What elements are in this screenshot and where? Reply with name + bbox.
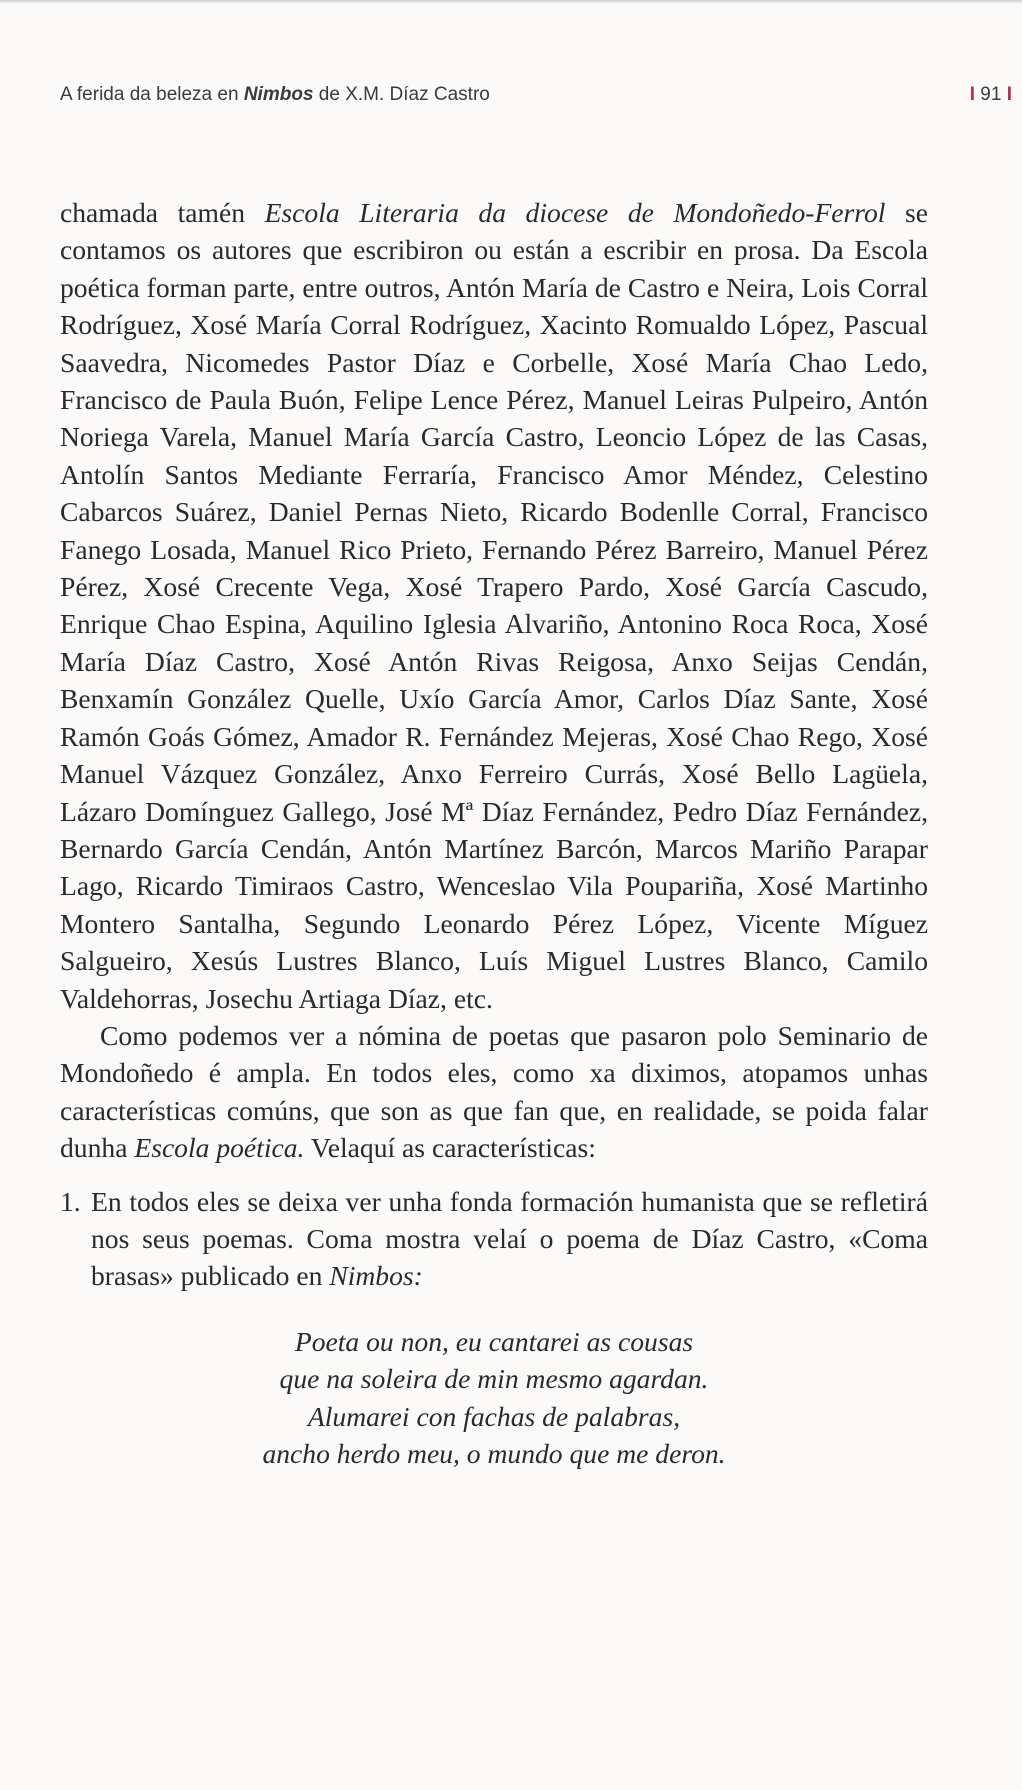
p1-start: chamada tamén [60,197,265,228]
paragraph-characteristics [60,1017,928,1167]
page-bar-left: I [969,84,976,105]
poem-line: Alumarei con fachas de palabras, [307,1400,681,1432]
p2-start: Como podemos ver a nómina de poetas que pasaron polo Seminario de Mondoñedo é ampla. En todos eles, como xa diximos, atopamos unhas características comúns, que son as que fan que, en realidade, se poida falar dunha [60,1019,928,1164]
page-bar-right: I [1006,84,1012,105]
body-text [60,194,928,1472]
running-title-post: de X.M. Díaz Castro [313,84,490,105]
running-header [60,84,1012,114]
p2-em: Escola poética. [134,1132,305,1164]
page-number-value: 91 [980,84,1002,105]
running-title-pre: A ferida da beleza en [60,84,244,105]
paragraph-poets-list [60,194,928,1017]
running-title-book: Nimbos [243,84,314,105]
poem-quote [60,1323,928,1473]
poem-line: Poeta ou non, eu cantarei as cousas [294,1325,694,1357]
p2-end: Velaquí as características: [304,1132,596,1164]
list-item [60,1183,928,1295]
running-title [60,84,490,106]
list-item-em: Nimbos: [329,1260,423,1292]
page-number [970,84,1012,106]
poem-line: ancho herdo meu, o mundo que me deron. [262,1438,726,1469]
page-top-edge [0,0,1022,4]
poem-line: que na soleira de min mesmo agardan. [279,1363,709,1395]
p1-rest: se contamos os autores que escribiron ou están a escribir en prosa. Da Escola poética forman parte, entre outros, Antón María de Castro e Neira, Lois Corral Rodríguez, Xosé María Corral Rodríguez, Xacinto Romualdo López, Pascual Saavedra, Nicomedes Pastor Díaz e Corbelle, Xosé María Chao Ledo, Francisco de Paula Buón, Felipe Lence Pérez, Manuel Leiras Pulpeiro, Antón Noriega Varela, Manuel María García Castro, Leoncio López de las Casas, Antolín Santos Mediante Ferraría, Francisco Amor Méndez, Celestino Cabarcos Suárez, Daniel Pernas Nieto, Ricardo Bodenlle Corral, Francisco Fanego Losada, Manuel Rico Prieto, Fernando Pérez Barreiro, Manuel Pérez Pérez, Xosé Crecente Vega, Xosé Trapero Pardo, Xosé García Cascudo, Enrique Chao Espina, Aquilino Iglesia Alvariño, Antonino Roca Roca, Xosé María Díaz Castro, Xosé Antón Rivas Reigosa, Anxo Seijas Cendán, Benxamín González Quelle, Uxío García Amor, Carlos Díaz Sante, Xosé Ramón Goás Gómez, Amador R. Fernández Mejeras, Xosé Chao Rego, Xosé Manuel Vázquez González, Anxo Ferreiro Currás, Xosé Bello Lagüela, Lázaro Domínguez Gallego, José Mª Díaz Fernández, Pedro Díaz Fernández, Bernardo García Cendán, Antón Martínez Barcón, Marcos Mariño Parapar Lago, Ricardo Timiraos Castro, Wenceslao Vila Poupariña, Xosé Martinho Montero Santalha, Segundo Leonardo Pérez López, Vicente Míguez Salgueiro, Xesús Lustres Blanco, Luís Miguel Lustres Blanco, Camilo Valdehorras, Josechu Artiaga Díaz, etc. [60,197,929,1014]
list-item-number: 1. [60,1185,81,1217]
school-name: Escola Literaria da diocese de Mondoñedo-Ferrol [264,197,886,228]
list-item-text: En todos eles se deixa ver unha fonda formación humanista que se refletirá nos seus poemas. Coma mostra velaí o poema de Díaz Castro, «Coma brasas» publicado en [91,1185,928,1292]
